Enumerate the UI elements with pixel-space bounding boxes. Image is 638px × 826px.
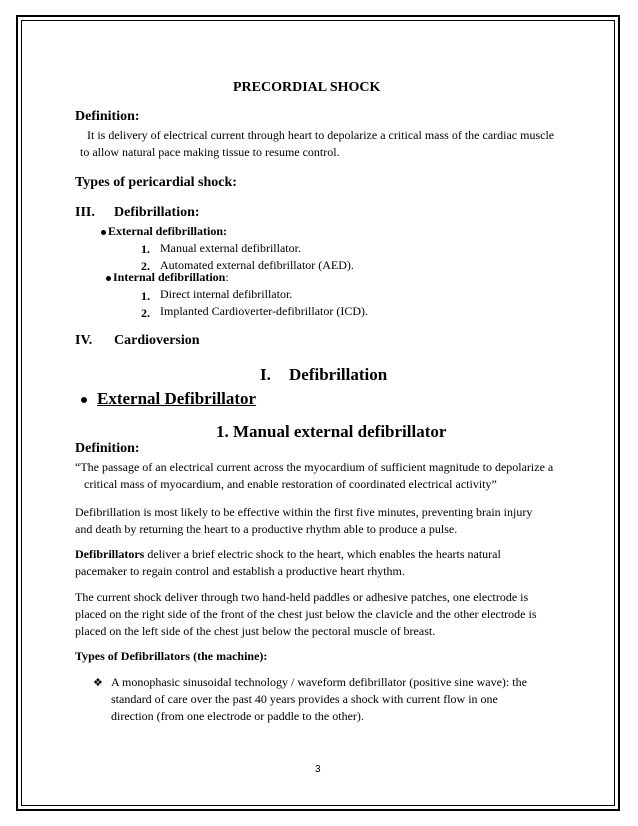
list-item: Manual external defibrillator. bbox=[160, 241, 301, 255]
bullet-icon bbox=[81, 397, 87, 403]
outline-numeral: IV. bbox=[75, 333, 93, 348]
paragraph-line: deliver a brief electric shock to the heart, which enables the hearts natural bbox=[144, 547, 501, 561]
definition-line: to allow natural pace making tissue to resume control. bbox=[80, 145, 340, 159]
page-title: PRECORDIAL SHOCK bbox=[233, 80, 381, 95]
external-defib-label: External defibrillation: bbox=[108, 224, 227, 238]
paragraph-line: placed on the right side of the front of the chest just below the clavicle and the other electrode is bbox=[75, 607, 537, 621]
definition-line: critical mass of myocardium, and enable restoration of coordinated electrical activity” bbox=[84, 477, 497, 491]
list-number: 1. bbox=[141, 289, 150, 303]
outline-heading: Cardioversion bbox=[114, 333, 200, 348]
section-number: I. bbox=[260, 365, 271, 384]
outline-numeral: III. bbox=[75, 205, 95, 220]
list-item: Implanted Cardioverter-defibrillator (ICD). bbox=[160, 304, 369, 318]
bullet-icon bbox=[106, 276, 111, 281]
internal-defib-label: Internal defibrillation bbox=[113, 270, 226, 284]
definition-line: “The passage of an electrical current across the myocardium of sufficient magnitude to depolarize a bbox=[75, 460, 554, 474]
list-item: Direct internal defibrillator. bbox=[160, 287, 293, 301]
paragraph-line: and death by returning the heart to a productive rhythm able to produce a pulse. bbox=[75, 522, 458, 536]
outline-heading: Defibrillation: bbox=[114, 205, 200, 220]
paragraph-line: Defibrillation is most likely to be effective within the first five minutes, preventing brain injury bbox=[75, 505, 533, 519]
list-item-line: direction (from one electrode or paddle to the other). bbox=[111, 709, 364, 723]
diamond-bullet-icon: ❖ bbox=[93, 677, 103, 689]
paragraph-line: The current shock deliver through two hand-held paddles or adhesive patches, one electrode is bbox=[75, 590, 529, 604]
definition-line: It is delivery of electrical current through heart to depolarize a critical mass of the cardiac muscle bbox=[87, 128, 555, 142]
types-heading: Types of pericardial shock: bbox=[75, 175, 237, 190]
page-number: 3 bbox=[315, 764, 321, 775]
internal-defib-colon: : bbox=[225, 270, 229, 284]
section-heading: Defibrillation bbox=[289, 365, 388, 384]
list-item-line: standard of care over the past 40 years provides a shock with current flow in one bbox=[111, 692, 498, 706]
list-number: 2. bbox=[141, 306, 150, 320]
definition-label: Definition: bbox=[75, 441, 140, 456]
list-number: 2. bbox=[141, 259, 150, 273]
list-item-line: A monophasic sinusoidal technology / waveform defibrillator (positive sine wave): the bbox=[111, 675, 527, 689]
bullet-icon bbox=[101, 230, 106, 235]
types-machine-heading: Types of Defibrillators (the machine): bbox=[75, 649, 268, 663]
paragraph-line: placed on the left side of the chest just below the pectoral muscle of breast. bbox=[75, 624, 436, 638]
paragraph-line: pacemaker to regain control and establish a productive heart rhythm. bbox=[75, 564, 405, 578]
list-item: Automated external defibrillator (AED). bbox=[160, 258, 354, 272]
list-number: 1. bbox=[141, 242, 150, 256]
definition-label: Definition: bbox=[75, 109, 140, 124]
paragraph-bold-term: Defibrillators bbox=[75, 547, 145, 561]
sub-sub-heading: 1. Manual external defibrillator bbox=[216, 422, 447, 441]
subsection-heading: External Defibrillator bbox=[97, 389, 257, 408]
